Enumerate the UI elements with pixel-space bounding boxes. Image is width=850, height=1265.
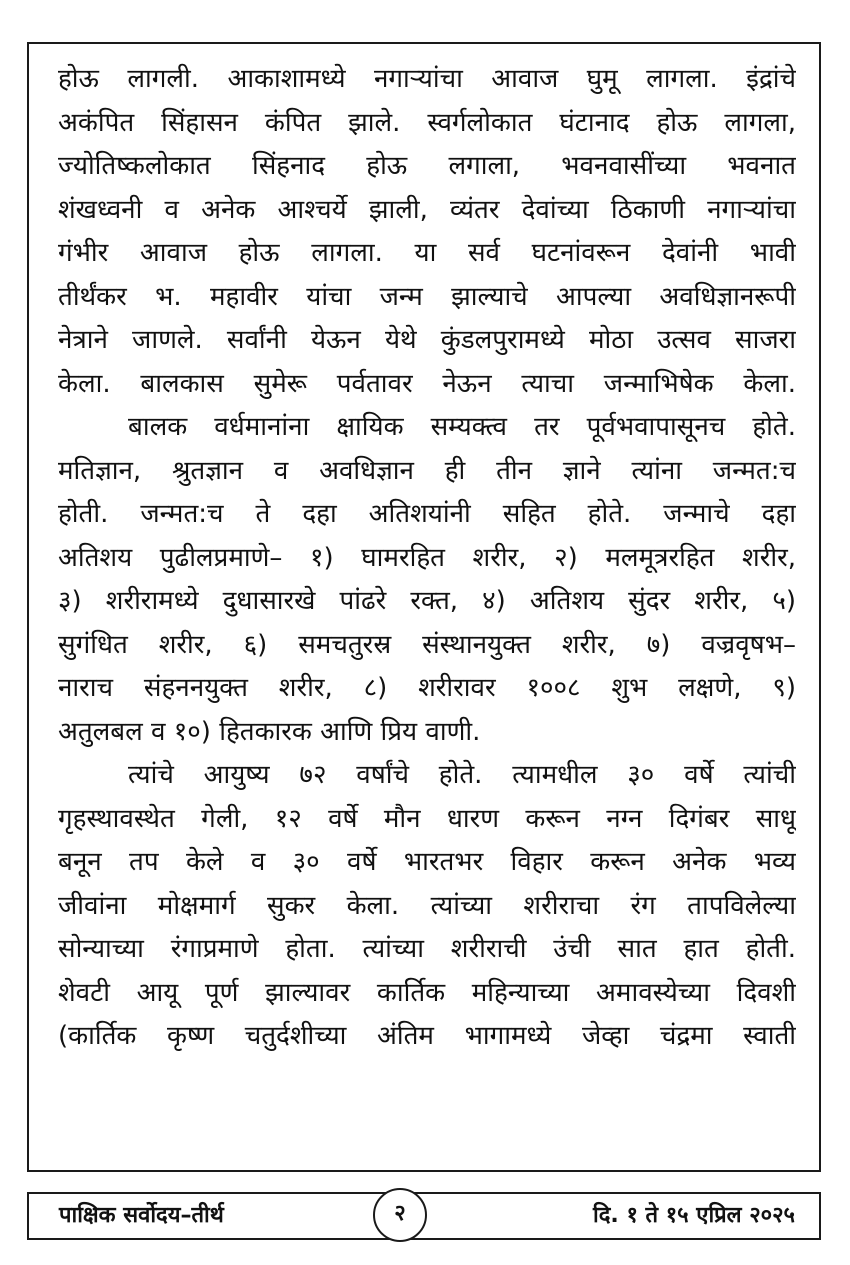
text-line: सुगंधित शरीर, ६) समचतुरस्र संस्थानयुक्त शरीर, ७) वज्रवृषभ– <box>58 629 796 660</box>
issue-date: दि. १ ते १५ एप्रिल २०२५ <box>593 1203 795 1228</box>
text-line: शंखध्वनी व अनेक आश्चर्ये झाली, व्यंतर देवांच्या ठिकाणी नगाऱ्यांचा <box>58 194 796 225</box>
text-line: होती. जन्मत:च ते दहा अतिशयांनी सहित होते. जन्माचे दहा <box>58 499 796 529</box>
text-line: सोन्याच्या रंगाप्रमाणे होता. त्यांच्या शरीराची उंची सात हात होती. <box>58 934 796 964</box>
paragraph-start-line: बालक वर्धमानांना क्षायिक सम्यक्त्व तर पूर्वभवापासूनच होते. <box>128 412 796 442</box>
text-line: होऊ लागली. आकाशामध्ये नगाऱ्यांचा आवाज घुमू लागला. इंद्रांचे <box>58 64 796 94</box>
text-line: गंभीर आवाज होऊ लागला. या सर्व घटनांवरून देवांनी भावी <box>58 238 796 268</box>
text-line: मतिज्ञान, श्रुतज्ञान व अवधिज्ञान ही तीन ज्ञाने त्यांना जन्मत:च <box>58 455 796 486</box>
text-line: जीवांना मोक्षमार्ग सुकर केला. त्यांच्या शरीराचा रंग तापविलेल्या <box>58 890 796 921</box>
text-line: शेवटी आयू पूर्ण झाल्यावर कार्तिक महिन्याच्या अमावस्येच्या दिवशी <box>58 977 796 1008</box>
text-line: अतुलबल व १०) हितकारक आणि प्रिय वाणी. <box>58 716 481 747</box>
text-line: बनून तप केले व ३० वर्षे भारतभर विहार करून अनेक भव्य <box>58 847 796 877</box>
text-line: नेत्राने जाणले. सर्वांनी येऊन येथे कुंडलपुरामध्ये मोठा उत्सव साजरा <box>58 325 796 355</box>
text-line: अकंपित सिंहासन कंपित झाले. स्वर्गलोकात घंटानाद होऊ लागला, <box>58 107 796 138</box>
text-line: ज्योतिष्कलोकात सिंहनाद होऊ लगाला, भवनवासींच्या भवनात <box>58 151 796 181</box>
text-line: (कार्तिक कृष्ण चतुर्दशीच्या अंतिम भागामध्ये जेव्हा चंद्रमा स्वाती <box>58 1021 796 1051</box>
text-line: तीर्थंकर भ. महावीर यांचा जन्म झाल्याचे आपल्या अवधिज्ञानरूपी <box>58 281 796 312</box>
text-line: गृहस्थावस्थेत गेली, १२ वर्षे मौन धारण करून नग्न दिगंबर साधू <box>58 803 796 834</box>
text-line: केला. बालकास सुमेरू पर्वतावर नेऊन त्याचा जन्माभिषेक केला. <box>58 368 796 399</box>
paragraph-start-line: त्यांचे आयुष्य ७२ वर्षांचे होते. त्यामधील ३० वर्षे त्यांची <box>128 760 796 790</box>
text-line: ३) शरीरामध्ये दुधासारखे पांढरे रक्त, ४) अतिशय सुंदर शरीर, ५) <box>58 586 796 616</box>
body-text <box>58 58 796 1059</box>
text-line: अतिशय पुढीलप्रमाणे– १) घामरहित शरीर, २) मलमूत्ररहित शरीर, <box>58 542 796 573</box>
text-line: नाराच संहननयुक्त शरीर, ८) शरीरावर १००८ शुभ लक्षणे, ९) <box>58 673 796 703</box>
publication-name: पाक्षिक सर्वोदय–तीर्थ <box>59 1203 224 1228</box>
page-number: २ <box>373 1188 427 1242</box>
